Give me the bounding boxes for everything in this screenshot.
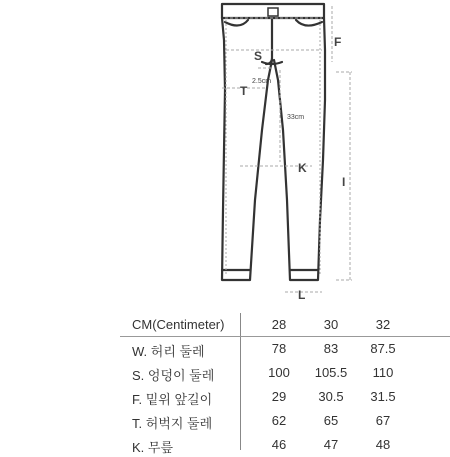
button-icon (268, 8, 278, 16)
label-k: K (298, 161, 307, 175)
table-row (120, 433, 450, 457)
row-label: S. 엉덩이 둘레 (132, 368, 215, 383)
header-size: 28 (271, 317, 287, 332)
label-s: S (254, 49, 263, 63)
table-cell: 48 (375, 437, 391, 452)
row-label: T. 허벅지 둘레 (132, 416, 213, 431)
row-label: W. 허리 둘레 (132, 344, 205, 359)
table-row (120, 361, 450, 385)
table-cell: 110 (372, 365, 394, 380)
table-cell: 46 (271, 437, 287, 452)
table-cell: 67 (375, 413, 391, 428)
measurement-labels (240, 35, 345, 302)
table-cell: 100 (268, 365, 290, 380)
table-row (120, 337, 450, 361)
table-cell: 30.5 (318, 389, 344, 404)
label-t: T (240, 84, 248, 98)
row-label: K. 무릎 (132, 440, 174, 455)
header-size: 32 (375, 317, 391, 332)
header-size: 30 (323, 317, 339, 332)
table-cell: 47 (323, 437, 339, 452)
pants-outline (222, 4, 325, 280)
table-cell: 105.5 (314, 365, 348, 380)
header-unit-label: CM(Centimeter) (132, 317, 225, 332)
table-row (120, 385, 450, 409)
table-cell: 29 (271, 389, 287, 404)
table-cell: 78 (271, 341, 287, 356)
size-table (120, 313, 450, 457)
label-knee-height: 33cm (287, 114, 305, 121)
table-cell: 62 (271, 413, 287, 428)
table-cell: 31.5 (370, 389, 396, 404)
label-l: L (298, 288, 306, 302)
row-label: F. 밑위 앞길이 (132, 392, 213, 407)
table-header-row (120, 313, 450, 337)
label-i: I (342, 175, 346, 189)
measurement-lines (222, 6, 352, 292)
table-cell: 87.5 (370, 341, 396, 356)
table-cell: 83 (323, 341, 339, 356)
label-f: F (334, 35, 342, 49)
table-cell: 65 (323, 413, 339, 428)
table-row (120, 409, 450, 433)
label-rise-small: 2.5cm (252, 78, 272, 85)
